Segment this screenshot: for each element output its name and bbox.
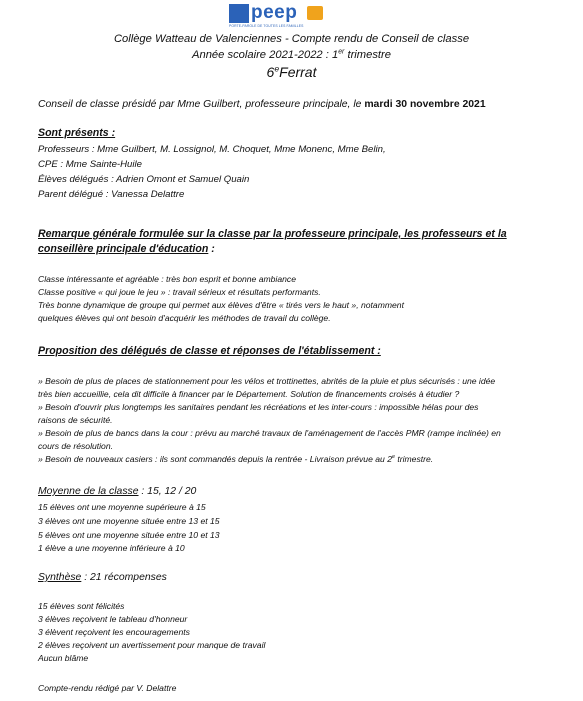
peep-logo — [229, 4, 325, 26]
synthese-line: 3 élèves reçoivent le tableau d'honneur — [38, 614, 188, 624]
class-name: 6eFerrat — [266, 63, 317, 80]
doc-title: Collège Watteau de Valenciennes - Compte rendu de Conseil de classe — [113, 33, 470, 45]
remarque-heading-line2: conseillère principale d'éducation : — [38, 243, 215, 255]
moyenne-title: Moyenne de la classe : 15, 12 / 20 — [38, 486, 197, 497]
proposition-line: très bien accueillie, cela dit difficile à financer par le Département. Solution de financements croisés à étudier ? — [38, 389, 460, 399]
proposition-line: cours de résolution. — [38, 441, 113, 451]
presents-cpe: CPE : Mme Sainte-Huile — [38, 159, 142, 170]
synthese-line: 3 élèvent reçoivent les encouragements — [38, 627, 190, 637]
proposition-heading: Proposition des délégués de classe et réponses de l'établissement : — [38, 345, 381, 357]
moyenne-line: 15 élèves ont une moyenne supérieure à 15 — [38, 502, 206, 512]
remarque-line: quelques élèves qui ont besoin d'acquérir les méthodes de travail du collège. — [38, 313, 331, 323]
remarque-line: Classe positive « qui joue le jeu » : travail sérieux et résultats performants. — [38, 287, 321, 297]
remarque-heading-line1: Remarque générale formulée sur la classe par la professeure principale, les professeurs et la — [38, 228, 507, 240]
school-year: Année scolaire 2021-2022 : 1er trimestre — [192, 48, 391, 61]
book-icon — [307, 6, 323, 20]
logo-tagline: PORTE-PAROLE DE TOUTES LES FAMILLES — [229, 24, 304, 28]
intro-line: Conseil de classe présidé par Mme Guilbert, professeure principale, le mardi 30 novembre 2021 — [38, 99, 486, 110]
family-figures-icon — [229, 4, 249, 23]
synthese-line: 15 élèves sont félicités — [38, 601, 125, 611]
synthese-title: Synthèse : 21 récompenses — [38, 572, 167, 583]
moyenne-line: 5 élèves ont une moyenne située entre 10 et 13 — [38, 530, 220, 540]
proposition-line: » Besoin d'ouvrir plus longtemps les sanitaires pendant les récréations et les inter-cours : impossible hélas pour des — [38, 402, 479, 412]
remarque-line: Très bonne dynamique de groupe qui permet aux élèves d'être « tirés vers le haut », notamment — [38, 300, 404, 310]
presents-heading: Sont présents : — [38, 127, 116, 139]
moyenne-line: 3 élèves ont une moyenne située entre 13 et 15 — [38, 516, 220, 526]
synthese-line: Aucun blâme — [38, 653, 89, 663]
presents-professeurs: Professeurs : Mme Guilbert, M. Lossignol, M. Choquet, Mme Monenc, Mme Belin, — [38, 144, 386, 155]
moyenne-line: 1 élève a une moyenne inférieure à 10 — [38, 543, 185, 553]
remarque-line: Classe intéressante et agréable : très bon esprit et bonne ambiance — [38, 274, 296, 284]
synthese-line: 2 élèves reçoivent un avertissement pour manque de travail — [38, 640, 266, 650]
proposition-line: » Besoin de plus de bancs dans la cour : prévu au marché travaux de l'aménagement de l'accès PMR (rampe inclinée) en — [38, 428, 501, 438]
proposition-line: raisons de sécurité. — [38, 415, 113, 425]
logo-word: peep — [251, 2, 298, 23]
footer-author: Compte-rendu rédigé par V. Delattre — [38, 683, 177, 693]
presents-eleves: Élèves délégués : Adrien Omont et Samuel Quain — [38, 174, 250, 185]
proposition-line: » Besoin de plus de places de stationnement pour les vélos et trottinettes, abrités de la pluie et plus sécurisés : une idée — [38, 376, 496, 386]
presents-parent: Parent délégué : Vanessa Delattre — [38, 189, 185, 200]
proposition-line: » Besoin de nouveaux casiers : ils sont commandés depuis la rentrée - Livraison prévue au 2e trimestre. — [38, 454, 434, 464]
